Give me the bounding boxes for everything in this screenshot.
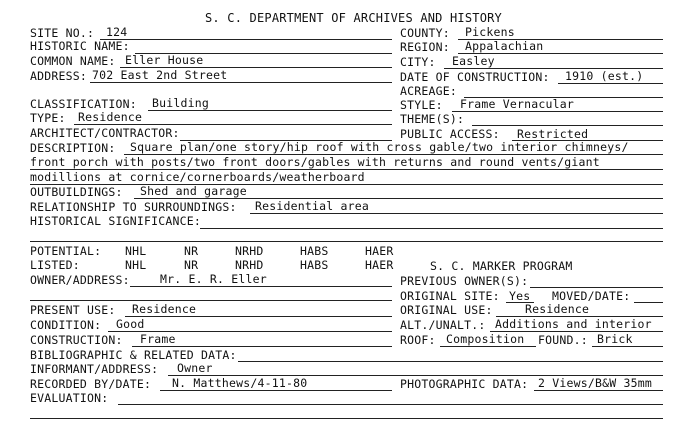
listed-option-nrhd: NRHD [235,258,264,272]
roof-label: ROOF: [400,333,436,347]
common-name-label: COMMON NAME: [30,54,116,68]
evaluation-label: EVALUATION: [30,391,109,405]
informant-value: Owner [177,361,213,375]
roof-underline [440,346,536,347]
public-access-label: PUBLIC ACCESS: [400,127,500,141]
previous-owner-underline [530,287,663,288]
description-line-1: Square plan/one story/hip roof with cross gable/two interior chimneys/ [130,140,629,154]
moved-date-underline [634,302,663,303]
moved-date-label: MOVED/DATE: [552,289,631,303]
classification-label: CLASSIFICATION: [30,97,137,111]
potential-option-nrhd: NRHD [235,244,264,258]
description-underline-3 [30,184,663,185]
relationship-underline [250,213,663,214]
informant-label: INFORMANT/ADDRESS: [30,362,159,376]
evaluation-underline [118,404,663,405]
type-value: Residence [78,110,143,124]
date-of-construction-label: DATE OF CONSTRUCTION: [400,70,550,84]
original-site-value: Yes [509,289,531,303]
architect-label: ARCHITECT/CONTRACTOR: [30,126,180,140]
foundation-label: FOUND.: [538,333,588,347]
historic-name-label: HISTORIC NAME: [30,39,130,53]
city-label: CITY: [400,55,436,69]
section-divider [30,241,663,242]
original-use-label: ORIGINAL USE: [400,303,493,317]
condition-label: CONDITION: [30,318,102,332]
county-value: Pickens [465,25,515,39]
marker-program-title: S. C. MARKER PROGRAM [430,259,573,273]
listed-option-haer: HAER [365,258,394,272]
theme-underline [472,125,663,126]
construction-label: CONSTRUCTION: [30,333,123,347]
previous-owner-label: PREVIOUS OWNER(S): [400,274,529,288]
listed-option-habs: HABS [300,258,329,272]
common-name-value: Eller House [125,53,204,67]
outbuildings-underline [134,198,663,199]
foundation-value: Brick [597,332,633,346]
historical-significance-label: HISTORICAL SIGNIFICANCE: [30,214,201,228]
original-use-value: Residence [525,302,590,316]
region-value: Appalachian [465,39,544,53]
description-label: DESCRIPTION: [30,141,116,155]
potential-option-nhl: NHL [125,244,147,258]
listed-option-nhl: NHL [125,258,147,272]
form-title: S. C. DEPARTMENT OF ARCHIVES AND HISTORY [205,11,502,25]
address-value: 702 East 2nd Street [92,68,228,82]
date-of-construction-value: 1910 (est.) [565,69,644,83]
historical-significance-underline [200,228,663,229]
site-no-label: SITE NO.: [30,26,95,40]
outbuildings-value: Shed and garage [140,184,247,198]
classification-value: Building [152,96,209,110]
relationship-value: Residential area [255,199,369,213]
style-value: Frame Vernacular [460,97,574,111]
site-no-underline [100,39,392,40]
address-underline [90,82,392,83]
photographic-data-value: 2 Views/B&W 35mm [538,376,652,390]
owner-label: OWNER/ADDRESS: [30,273,130,287]
present-use-value: Residence [132,302,197,316]
bibliographic-underline [238,361,663,362]
address-label: ADDRESS: [30,69,87,83]
construction-value: Frame [140,332,176,346]
potential-option-haer: HAER [365,244,394,258]
owner-value: Mr. E. R. Eller [160,272,267,286]
county-label: COUNTY: [400,26,450,40]
relationship-label: RELATIONSHIP TO SURROUNDINGS: [30,200,237,214]
region-label: REGION: [400,40,450,54]
date-underline [558,83,663,84]
site-no-value: 124 [106,25,128,39]
description-line-3: modillions at cornice/cornerboards/weatherboard [30,170,365,184]
photographic-underline [534,390,663,391]
construction-underline [132,346,392,347]
style-label: STYLE: [400,98,443,112]
condition-value: Good [116,317,145,331]
roof-value: Composition [446,332,525,346]
recorded-by-underline [160,390,392,391]
recorded-by-label: RECORDED BY/DATE: [30,377,152,391]
present-use-underline [125,316,392,317]
alterations-label: ALT./UNALT.: [400,318,486,332]
public-access-value: Restricted [517,127,589,141]
theme-label: THEME(S): [400,112,465,126]
type-underline [74,124,392,125]
owner-underline-2 [30,300,392,301]
description-line-2: front porch with posts/two front doors/gables with returns and round vents/giant [30,155,600,169]
type-label: TYPE: [30,111,66,125]
listed-option-nr: NR [184,258,199,272]
potential-option-habs: HABS [300,244,329,258]
recorded-by-value: N. Matthews/4-11-80 [172,376,308,390]
potential-label: POTENTIAL: [30,244,102,258]
bibliographic-label: BIBLIOGRAPHIC & RELATED DATA: [30,348,237,362]
foundation-underline [592,346,663,347]
listed-label: LISTED: [30,258,80,272]
city-value: Easley [452,54,495,68]
owner-underline [130,286,392,287]
potential-option-nr: NR [184,244,199,258]
acreage-label: ACREAGE: [400,84,457,98]
style-underline [452,111,663,112]
alterations-value: Additions and interior [495,317,652,331]
evaluation-underline-2 [30,418,663,419]
classification-underline [148,110,392,111]
original-site-label: ORIGINAL SITE: [400,289,500,303]
present-use-label: PRESENT USE: [30,303,116,317]
photographic-data-label: PHOTOGRAPHIC DATA: [400,377,529,391]
outbuildings-label: OUTBUILDINGS: [30,185,123,199]
